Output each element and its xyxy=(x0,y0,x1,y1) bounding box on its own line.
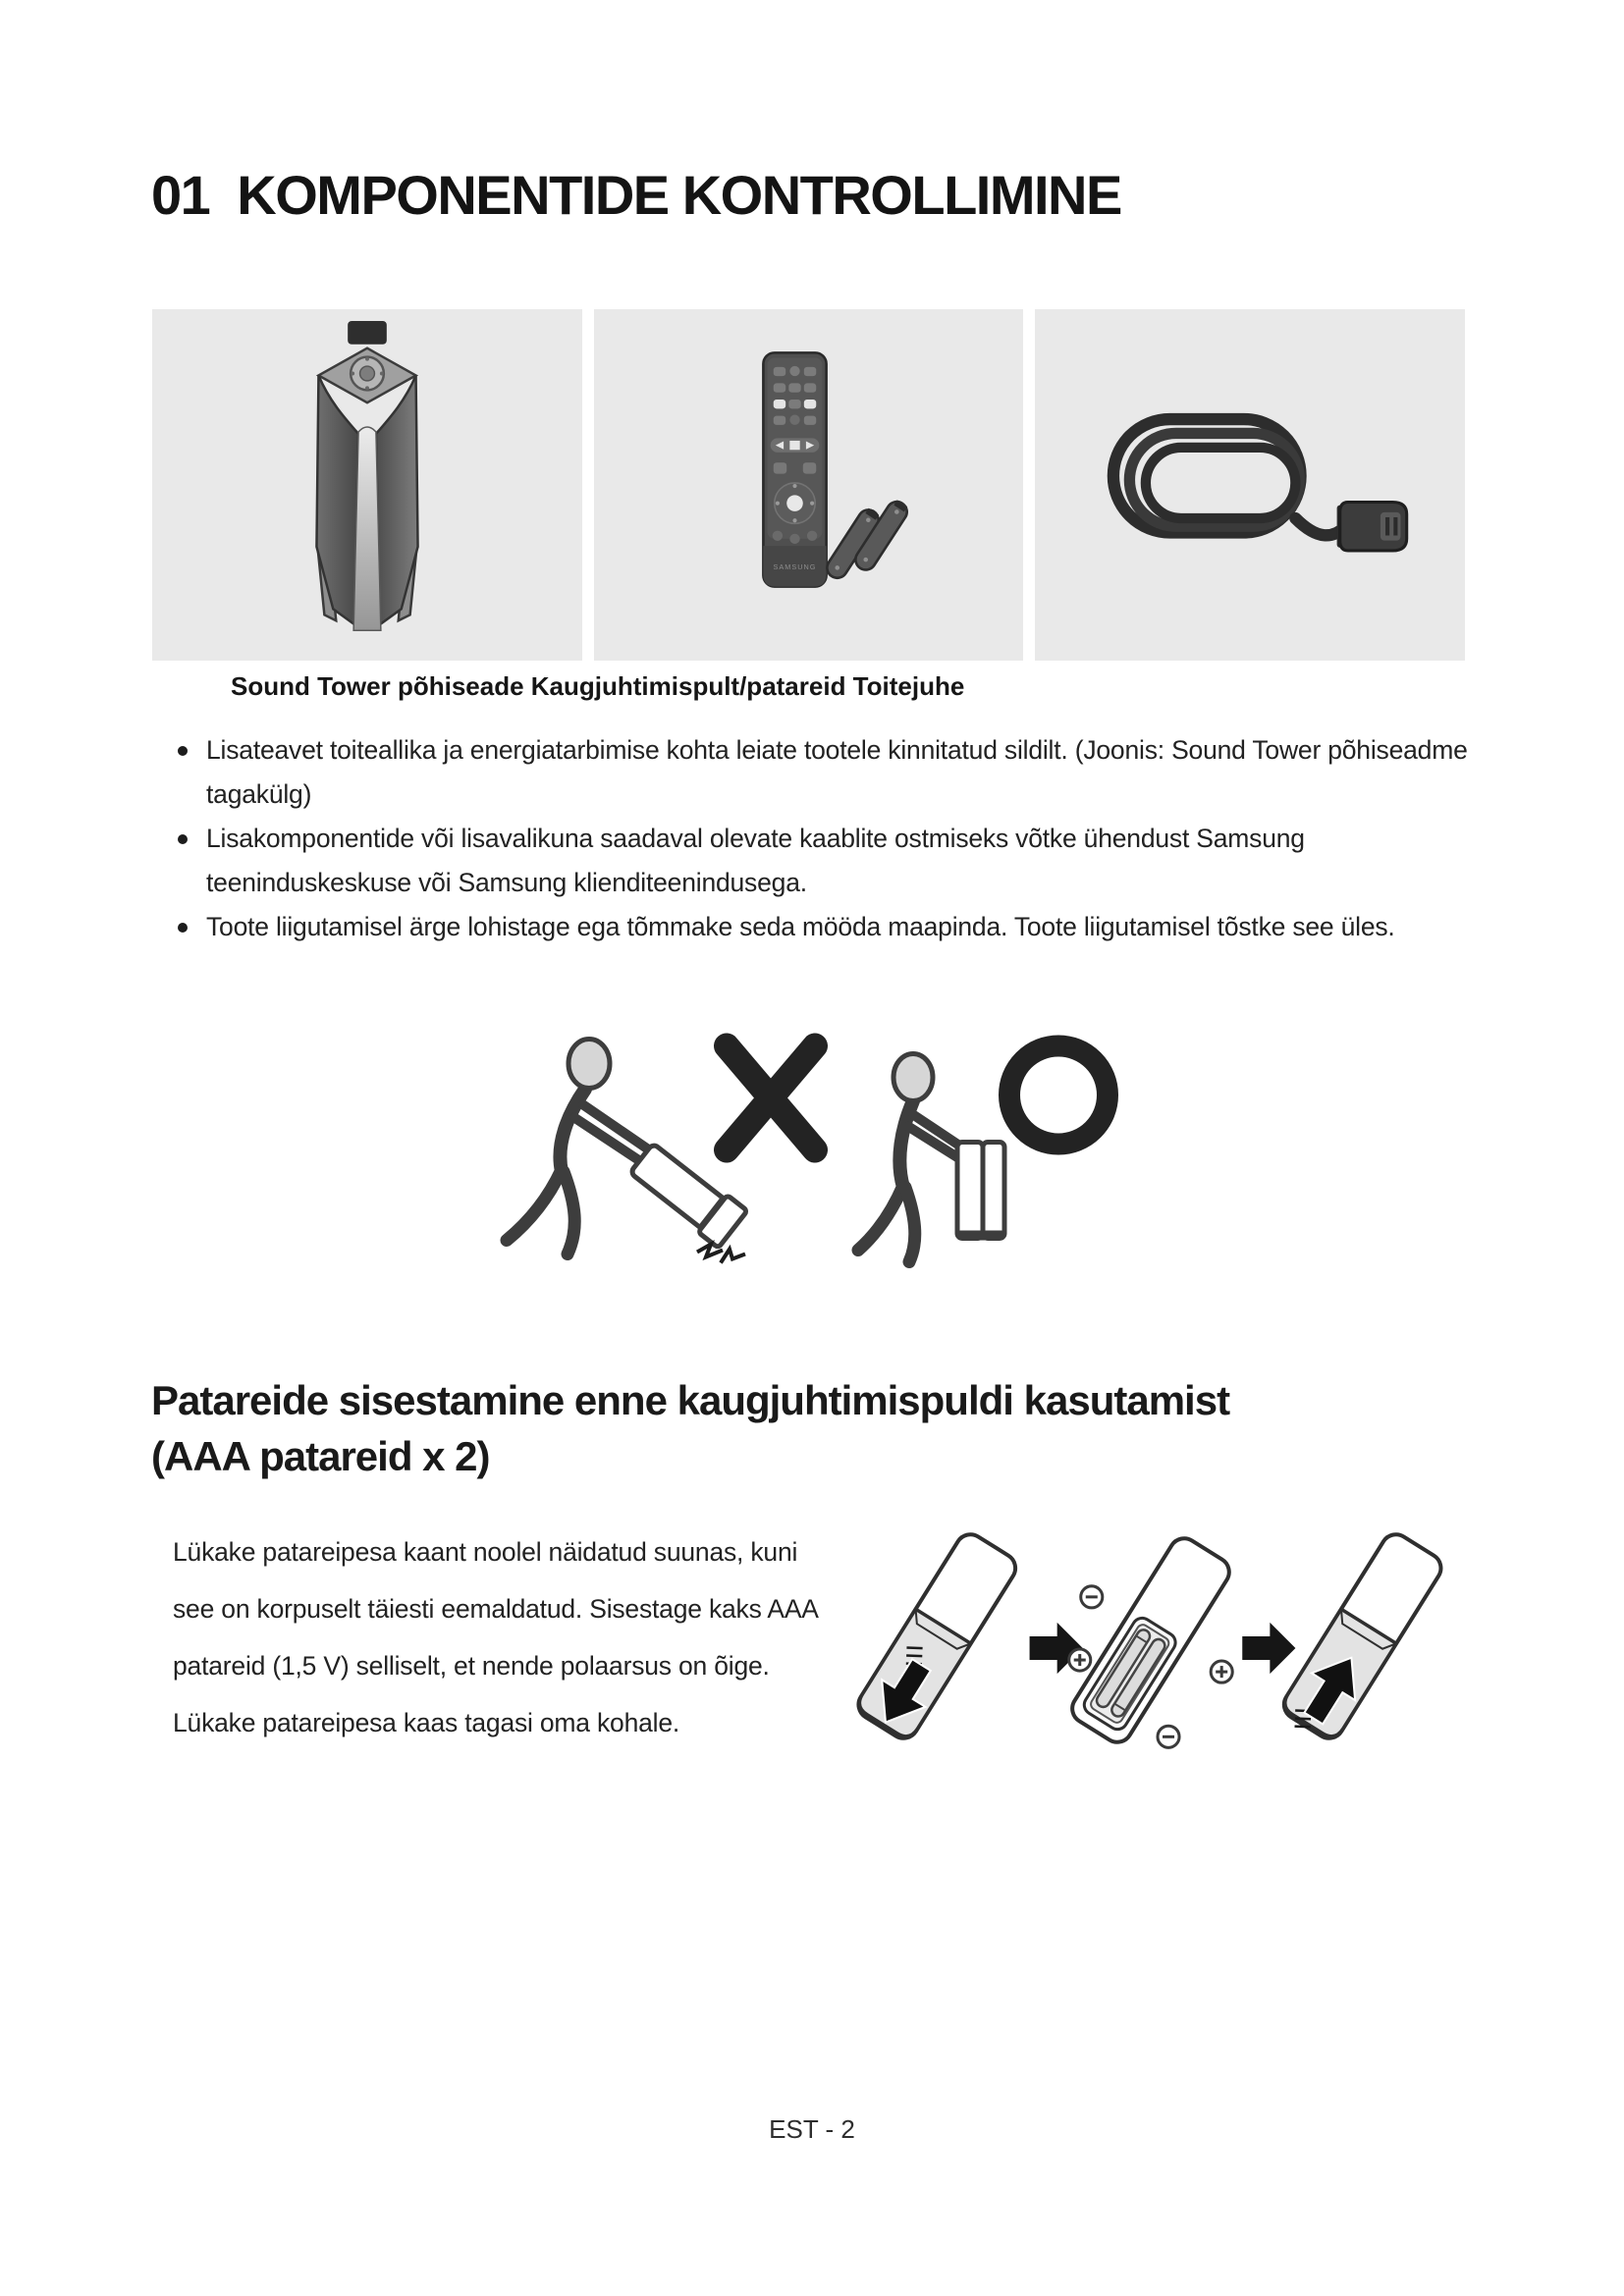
note-item: Lisakomponentide või lisavalikuna saadaval olevate kaablite ostmiseks võtke ühendust Samsung teeninduskeskuse või Samsung klienditeenindusega. xyxy=(173,817,1481,905)
dragging-person-figure xyxy=(507,1040,815,1263)
notes-list xyxy=(173,728,1481,949)
battery-insertion-figure xyxy=(850,1510,1471,1777)
lifted-product-icon xyxy=(957,1143,1004,1241)
next-step-arrow-icon xyxy=(1242,1623,1295,1674)
component-panel-sound-tower xyxy=(152,309,582,661)
remote-brand-label: SAMSUNG xyxy=(773,561,816,571)
remote-control-image xyxy=(702,343,916,627)
note-item: Toote liigutamisel ärge lohistage ega tõmmake seda mööda maapinda. Toote liigutamisel tõstke see üles. xyxy=(173,905,1481,949)
polarity-plus-icon xyxy=(1211,1661,1232,1682)
component-caption: Sound Tower põhiseade Kaugjuhtimispult/patareid Toitejuhe xyxy=(231,671,965,701)
chapter-number: 01 xyxy=(151,164,210,226)
component-image-strip xyxy=(152,309,1465,661)
power-cord-image xyxy=(1083,389,1417,581)
sound-tower-image xyxy=(294,317,441,653)
drag-prohibited-lift-ok-illustration xyxy=(469,1003,1157,1296)
page-title xyxy=(151,163,1121,227)
polarity-minus-icon xyxy=(1158,1726,1179,1747)
spark-icon xyxy=(721,1250,745,1263)
page-number: EST - 2 xyxy=(769,2114,855,2144)
battery-insertion-steps-illustration xyxy=(850,1510,1471,1777)
polarity-plus-icon xyxy=(1069,1649,1091,1671)
chapter-title-text: KOMPONENTIDE KONTROLLIMINE xyxy=(237,164,1121,226)
move-warning-figure xyxy=(469,1003,1157,1296)
step-close-cover xyxy=(1275,1529,1446,1749)
polarity-minus-icon xyxy=(1081,1586,1103,1608)
note-item: Lisateavet toiteallika ja energiatarbimise kohta leiate tootele kinnitatud sildilt. (Joonis: Sound Tower põhiseadme tagakülg) xyxy=(173,728,1481,817)
component-panel-remote xyxy=(594,309,1024,661)
prohibited-x-icon xyxy=(727,1046,815,1150)
battery-section-heading-line2: (AAA patareid x 2) xyxy=(151,1433,490,1479)
component-panel-power-cord xyxy=(1035,309,1465,661)
allowed-o-icon xyxy=(1009,1046,1108,1145)
step-insert-batteries xyxy=(1066,1533,1234,1748)
battery-section-heading xyxy=(151,1372,1229,1484)
battery-section-heading-line1: Patareide sisestamine enne kaugjuhtimispuldi kasutamist xyxy=(151,1377,1230,1423)
step-remove-cover xyxy=(853,1529,1021,1744)
lifting-person-figure xyxy=(858,1046,1108,1262)
battery-instructions-text: Lükake patareipesa kaant noolel näidatud suunas, kuni see on korpuselt täiesti eemaldatud. Sisestage kaks AAA patareid (1,5 V) selliselt, et nende polaarsus on õige. Lükake patareipesa kaas tagasi oma kohale. xyxy=(173,1537,818,1737)
